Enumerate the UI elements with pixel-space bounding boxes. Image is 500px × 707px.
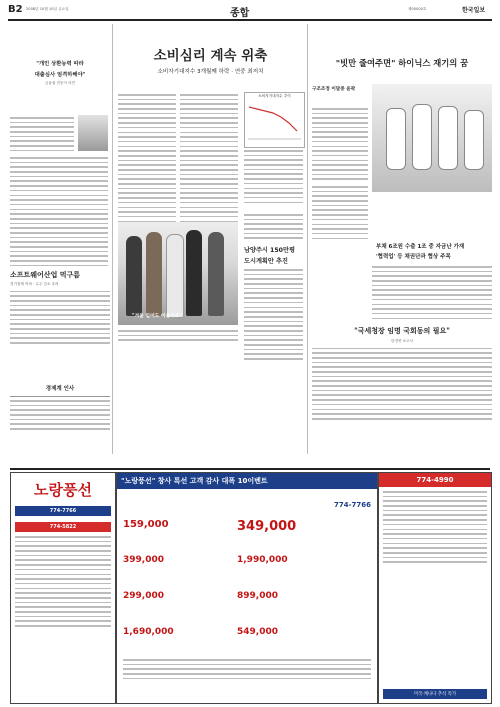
right-body-a: [312, 108, 368, 183]
ad-left-phone-strip-2: [15, 522, 111, 532]
ad-footer-1: 미국·캐나다 추석 특가: [413, 692, 457, 697]
opinion-box: [10, 47, 110, 307]
price-3: 399,000: [123, 555, 164, 565]
ad-main-fineprint: [123, 659, 371, 682]
opinion-title-1: "개인 상환능력 따라: [36, 61, 84, 67]
right-body-c: [372, 266, 492, 322]
bank-head-2: '협력업' 등 채권단과 협상 주목: [376, 254, 451, 260]
ad-divider: [10, 468, 490, 470]
page-number: B2: [8, 4, 23, 15]
ad-left-list: [15, 536, 111, 627]
grid-headline-1: 남양주시 150만평: [244, 247, 295, 255]
center-body-mid: [180, 94, 238, 225]
ad-right: [378, 472, 492, 704]
price-4: 1,990,000: [237, 555, 288, 565]
fashion-photo: [118, 222, 238, 325]
photo-caption: "겨울 입어도 어울리죠": [132, 314, 183, 319]
price-1: 159,000: [123, 519, 169, 530]
ad-left-phone-strip: [15, 506, 111, 516]
ad-left-phone-2: 774-5822: [49, 524, 77, 530]
factory-photo: [372, 84, 492, 192]
column-divider-1: [112, 24, 113, 454]
center-article: [118, 26, 303, 456]
right-sub: 구조조정 이달중 윤곽: [312, 87, 356, 92]
center-headline: 소비심리 계속 위축: [153, 48, 268, 64]
chart-line: [249, 107, 297, 131]
ad-right-phone: 774-4990: [416, 476, 454, 484]
personnel-table: [10, 396, 110, 430]
price-6: 899,000: [237, 591, 278, 601]
ad-right-phone-bar: [379, 473, 491, 487]
dialog-sub: 한경연 보고서: [391, 339, 413, 343]
ad-left-phone-1: 774-7766: [49, 508, 77, 514]
consumer-index-chart: [244, 92, 305, 148]
ad-left: [10, 472, 116, 704]
ad-main-phone: 774-7766: [334, 501, 371, 509]
right-body-b: [312, 186, 368, 242]
header-rule: [8, 19, 492, 21]
software-body: [10, 291, 110, 344]
price-5: 299,000: [123, 591, 164, 601]
paper-name: 한국일보: [462, 7, 486, 14]
newspaper-header: [0, 0, 500, 20]
center-subhead: 소비자기대지수 3개월째 하락 · 연중 최저치: [157, 69, 264, 75]
price-8: 549,000: [237, 627, 278, 637]
dialog-article: [312, 322, 492, 452]
right-article: [312, 26, 492, 326]
ad-main-title: "노랑풍선" 창사 특선 고객 감사 대폭 10이벤트: [121, 477, 268, 485]
center-bottom-text: [118, 330, 238, 344]
ad-right-footer: [383, 689, 487, 699]
center-body-right: [244, 150, 303, 206]
software-subhead: 경기침체 여파 · 수주 감소 우려: [10, 282, 59, 286]
bank-head-1: 부채 6조원 수출 1조 중 자금난 가재: [376, 244, 465, 250]
personnel-title: 경제계 인사: [45, 386, 75, 392]
price-2: 349,000: [237, 519, 297, 534]
opinion-body-lines: [10, 157, 108, 270]
opinion-title-2: 대출심사 엄격하해야": [34, 72, 86, 78]
grid-article: [244, 214, 303, 363]
center-body-left: [118, 94, 176, 225]
issue-date: 2008년 10월 10일 금요일: [26, 7, 69, 11]
column-divider-2: [307, 24, 308, 454]
issue-number: 제00000호: [408, 7, 427, 11]
dialog-title: "국세청장 임명 국회동의 필요": [354, 326, 450, 335]
opinion-text-lines: [10, 117, 74, 155]
right-headline: "빗만 줄여주면" 하이닉스 재기의 꿈: [335, 58, 469, 68]
section-title: 종합: [230, 8, 250, 19]
ad-left-title: 노랑풍선: [34, 481, 92, 499]
ad-main-title-bar: [117, 473, 377, 489]
opinion-byline: 금융권 전문가 의견: [44, 81, 76, 85]
columnist-portrait: [78, 115, 108, 151]
software-headline: 소프트웨어산업 먹구름: [10, 271, 81, 279]
chart-plot: [245, 99, 304, 143]
ad-right-list: [383, 491, 487, 563]
chart-title: 소비자기대지수 추이: [258, 94, 291, 98]
ad-main: [116, 472, 378, 704]
personnel-box: [10, 384, 110, 464]
grid-headline-2: 도시계획안 추진: [244, 258, 288, 266]
price-7: 1,690,000: [123, 627, 174, 637]
software-article: [10, 270, 110, 370]
